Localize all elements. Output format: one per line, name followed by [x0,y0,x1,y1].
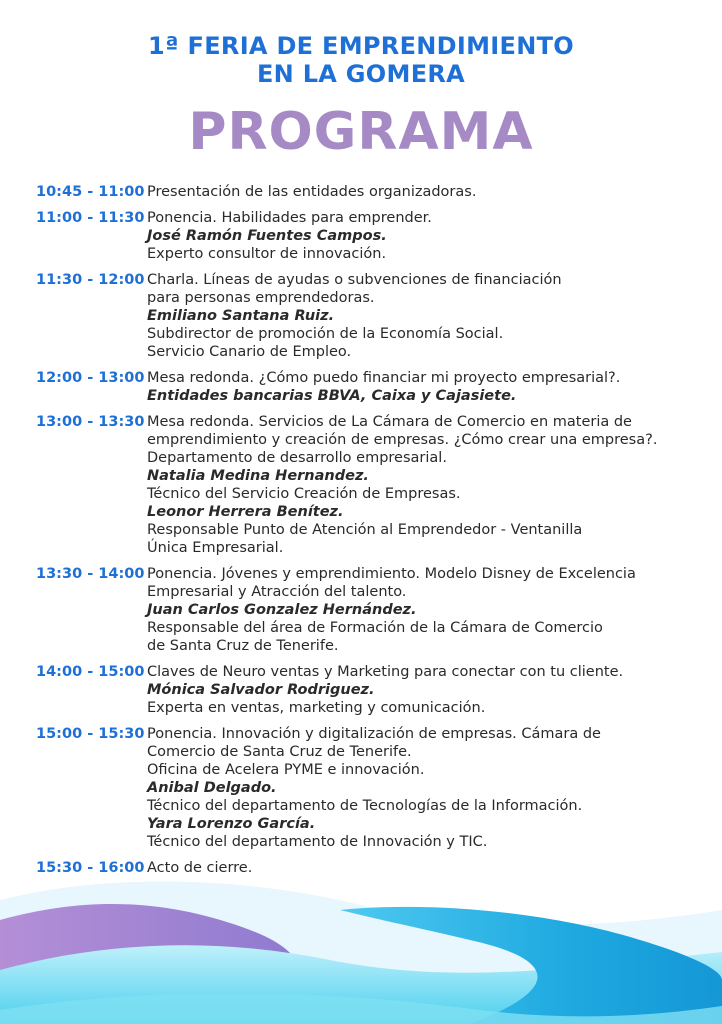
description-line: Técnico del departamento de Tecnologías de la Información. [147,798,583,814]
description-line: Mesa redonda. Servicios de La Cámara de Comercio en materia de [147,414,632,430]
time-slot: 12:00 - 13:00 [36,370,145,386]
schedule-entry [36,209,716,263]
decorative-waves [0,860,722,1024]
speaker-name: Leonor Herrera Benítez. [147,504,344,520]
time-slot: 13:30 - 14:00 [36,566,145,582]
time-slot: 13:00 - 13:30 [36,414,145,430]
schedule-entry [36,369,716,405]
schedule-list [36,183,716,885]
entry-description [147,369,716,405]
time-slot: 11:30 - 12:00 [36,272,145,288]
time-slot: 11:00 - 11:30 [36,210,145,226]
description-line: Claves de Neuro ventas y Marketing para conectar con tu cliente. [147,664,624,680]
description-line: Ponencia. Innovación y digitalización de empresas. Cámara de [147,726,601,742]
schedule-entry [36,271,716,361]
description-line: Comercio de Santa Cruz de Tenerife. [147,744,412,760]
event-title-line-1: 1ª FERIA DE EMPRENDIMIENTO [148,32,574,60]
entry-description [147,183,716,201]
description-line: de Santa Cruz de Tenerife. [147,638,339,654]
entry-description [147,565,716,655]
description-line: Técnico del departamento de Innovación y TIC. [147,834,488,850]
entry-description [147,413,716,557]
description-line: Servicio Canario de Empleo. [147,344,352,360]
speaker-name: Yara Lorenzo García. [147,816,316,832]
speaker-name: Entidades bancarias BBVA, Caixa y Cajasiete. [147,388,517,404]
description-line: Presentación de las entidades organizadoras. [147,184,477,200]
schedule-entry [36,413,716,557]
entry-description [147,209,716,263]
description-line: Ponencia. Jóvenes y emprendimiento. Modelo Disney de Excelencia [147,566,636,582]
programa-heading: PROGRAMA [188,102,534,162]
description-line: Experto consultor de innovación. [147,246,387,262]
description-line: Charla. Líneas de ayudas o subvenciones de financiación [147,272,562,288]
schedule-entry [36,183,716,201]
speaker-name: Natalia Medina Hernandez. [147,468,369,484]
description-line: Técnico del Servicio Creación de Empresas. [147,486,461,502]
description-line: Ponencia. Habilidades para emprender. [147,210,432,226]
description-line: para personas emprendedoras. [147,290,375,306]
description-line: Subdirector de promoción de la Economía Social. [147,326,504,342]
speaker-name: Juan Carlos Gonzalez Hernández. [147,602,417,618]
description-line: Mesa redonda. ¿Cómo puedo financiar mi proyecto empresarial?. [147,370,621,386]
description-line: Responsable Punto de Atención al Emprendedor - Ventanilla [147,522,583,538]
entry-description [147,271,716,361]
description-line: Oficina de Acelera PYME e innovación. [147,762,425,778]
entry-description [147,663,716,717]
schedule-entry [36,565,716,655]
description-line: Responsable del área de Formación de la Cámara de Comercio [147,620,603,636]
speaker-name: Mónica Salvador Rodriguez. [147,682,375,698]
description-line: Departamento de desarrollo empresarial. [147,450,447,466]
description-line: Acto de cierre. [147,860,253,876]
description-line: Única Empresarial. [147,540,284,556]
description-line: Experta en ventas, marketing y comunicación. [147,700,486,716]
schedule-entry [36,663,716,717]
time-slot: 14:00 - 15:00 [36,664,145,680]
schedule-entry [36,725,716,851]
event-title-line-2: EN LA GOMERA [256,60,466,88]
time-slot: 10:45 - 11:00 [36,184,145,200]
time-slot: 15:00 - 15:30 [36,726,145,742]
speaker-name: Emiliano Santana Ruiz. [147,308,335,324]
time-slot: 15:30 - 16:00 [36,860,145,876]
entry-description [147,725,716,851]
description-line: Empresarial y Atracción del talento. [147,584,407,600]
header [0,32,722,162]
description-line: emprendimiento y creación de empresas. ¿Cómo crear una empresa?. [147,432,658,448]
speaker-name: Anibal Delgado. [147,780,277,796]
speaker-name: José Ramón Fuentes Campos. [147,228,387,244]
